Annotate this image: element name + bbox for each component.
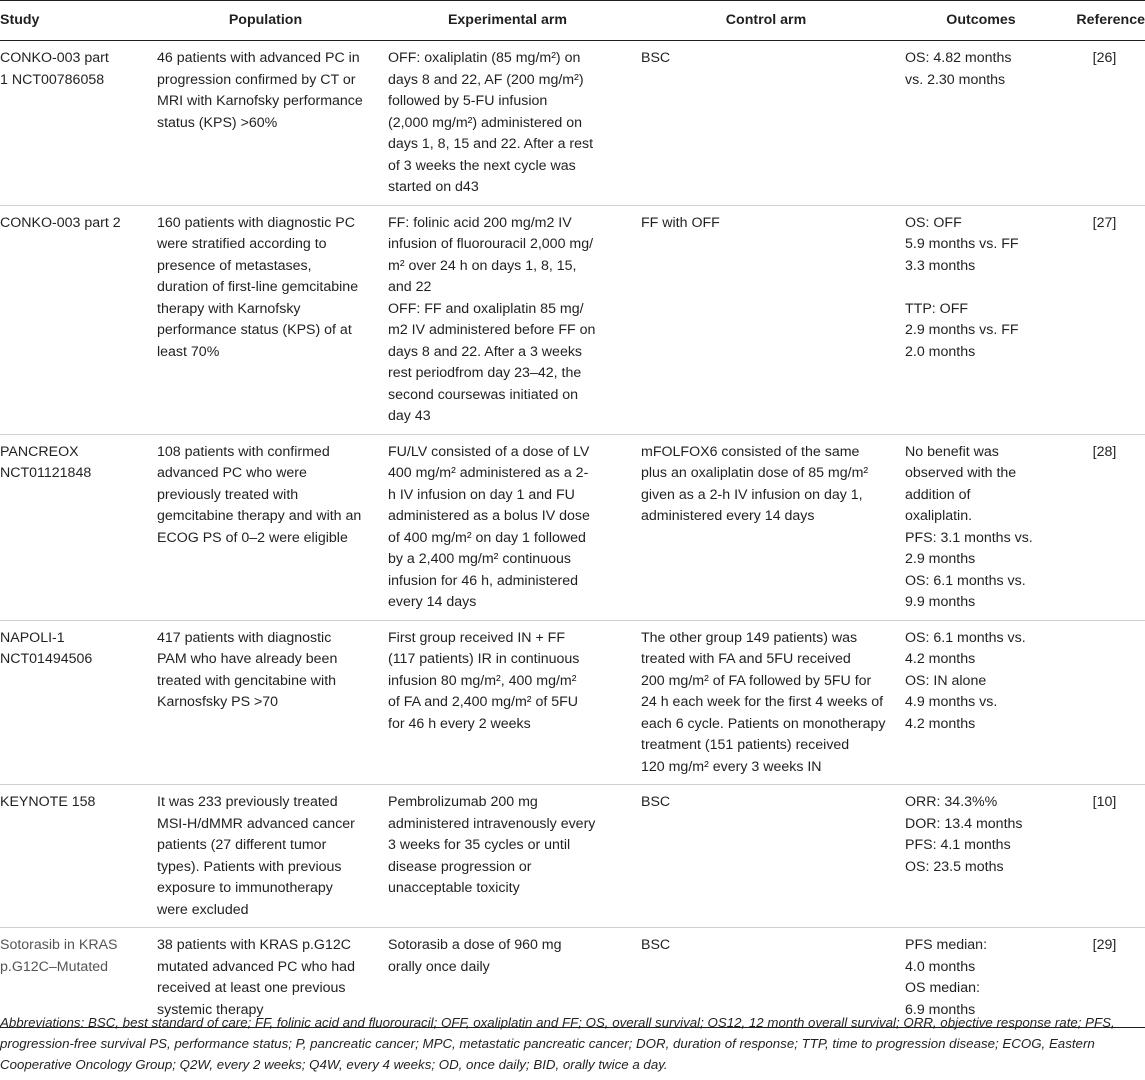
cell-line: 4.9 months vs. [905,694,998,710]
cell-line: m2 IV administered before FF on [388,322,596,338]
cell-population [150,434,381,620]
cell-line: OS: OFF [905,214,962,231]
cell-line: OS: 4.82 months [905,50,1012,66]
cell-line: infusion for 46 h, administered [388,572,579,589]
cell-study [0,785,150,928]
cell-study [0,620,150,785]
cell-line: OS: IN alone [905,672,987,689]
cell-line: and 22 [388,279,432,295]
cell-line: 3 weeks for 35 cycles or until [388,837,571,853]
cell-line: (117 patients) IR in continuous [388,651,580,667]
cell-line: administered intravenously every [388,815,596,832]
cell-outcomes [898,620,1064,785]
cell-line: rest periodfrom day 23–42, the [388,365,582,381]
cell-line: m² over 24 h on days 1, 8, 15, [388,257,577,274]
cell-line: Pembrolizumab 200 mg [388,794,538,810]
cell-line: treatment (151 patients) received [641,737,850,753]
cell-population [150,785,381,928]
cell-experimental-arm [381,620,634,785]
cell-study [0,41,150,206]
table-row [0,434,1145,620]
cell-line: of 400 mg/m² on day 1 followed [388,529,586,546]
cell-line: FF: folinic acid 200 mg/m2 IV [388,214,572,231]
cell-study [0,434,150,620]
cell-outcomes [898,434,1064,620]
cell-line: FF with OFF [641,214,720,231]
cell-line: (2,000 mg/m²) administered on [388,114,582,131]
cell-line: previously treated with [157,486,299,503]
cell-line: each 6 cycle. Patients on monotherapy [641,715,886,732]
cell-study [0,205,150,434]
cell-line: PAM who have already been [157,651,338,667]
cell-control-arm [634,41,898,206]
header-reference: Reference [1064,1,1145,41]
cell-line: unacceptable toxicity [388,880,520,896]
cell-population [150,205,381,434]
cell-line: 200 mg/m² of FA followed by 5FU for [641,672,872,689]
cell-line: 6.9 months [905,1001,976,1018]
cell-line: patients (27 different tumor [157,837,327,853]
cell-line: least 70% [157,343,220,360]
cell-reference: [27] [1064,205,1145,434]
cell-line: First group received IN + FF [388,629,566,646]
cell-line: day 43 [388,408,431,424]
cell-line: NAPOLI-1 [0,629,65,646]
cell-line: exposure to immunotherapy [157,880,333,896]
cell-line: by a 2,400 mg/m² continuous [388,551,571,567]
cell-population [150,620,381,785]
cell-line: FU/LV consisted of a dose of LV [388,443,590,460]
cell-line: days 1, 8, 15 and 22. After a rest [388,136,594,152]
cell-line: 417 patients with diagnostic [157,629,332,646]
cell-line: days 8 and 22, AF (200 mg/m²) [388,71,584,88]
cell-line: infusion 80 mg/m², 400 mg/m² [388,672,577,689]
cell-line: PANCREOX [0,443,79,460]
cell-experimental-arm [381,41,634,206]
cell-line: progression confirmed by CT or [157,71,356,88]
cell-line: The other group 149 patients) was [641,629,858,646]
cell-line: administered every 14 days [641,508,815,524]
cell-line: Sotorasib a dose of 960 mg [388,937,562,953]
cell-line: No benefit was [905,443,999,460]
cell-line: systemic therapy [157,1001,264,1018]
cell-line: 24 h each week for the first 4 weeks of [641,694,884,710]
cell-line: OS: 6.1 months vs. [905,629,1026,646]
table-row [0,41,1145,206]
cell-line: PFS: 4.1 months [905,837,1011,853]
header-outcomes: Outcomes [898,1,1064,41]
cell-line: treated with gencitabine with [157,672,337,689]
cell-control-arm [634,620,898,785]
cell-reference [1064,620,1145,785]
cell-line: 4.2 months [905,715,976,732]
cell-line: BSC [641,50,671,66]
cell-line: 46 patients with advanced PC in [157,50,360,66]
cell-line: duration of first-line gemcitabine [157,279,359,295]
cell-line: PFS: 3.1 months vs. [905,529,1033,546]
cell-line: 4.2 months [905,651,976,667]
cell-line: h IV infusion on day 1 and FU [388,486,575,503]
cell-line: It was 233 previously treated [157,794,338,810]
cell-line: CONKO-003 part 2 [0,214,121,231]
cell-line: presence of metastases, [157,257,312,274]
cell-line: 2.9 months vs. FF [905,322,1019,338]
cell-line: of 3 weeks the next cycle was [388,157,576,174]
cell-line: 3.3 months [905,257,976,274]
cell-line: KEYNOTE 158 [0,794,96,810]
cell-line: advanced PC who were [157,465,307,481]
cell-line: oxaliplatin. [905,508,973,524]
cell-line: OS median: [905,980,980,996]
cell-line: disease progression or [388,858,532,875]
cell-line: MSI-H/dMMR advanced cancer [157,815,355,832]
cell-outcomes [898,205,1064,434]
cell-line: 160 patients with diagnostic PC [157,214,355,231]
cell-line: Sotorasib in KRAS [0,937,118,953]
cell-line: followed by 5-FU infusion [388,93,548,109]
cell-line: second coursewas initiated on [388,386,579,403]
cell-line: plus an oxaliplatin dose of 85 mg/m² [641,465,869,481]
cell-line: NCT01494506 [0,651,93,667]
cell-line: DOR: 13.4 months [905,815,1023,832]
cell-line: of FA and 2,400 mg/m² of 5FU [388,694,579,710]
cell-line: OS: 23.5 moths [905,858,1004,875]
cell-line: 5.9 months vs. FF [905,236,1019,252]
header-control-arm: Control arm [634,1,898,41]
cell-line: 108 patients with confirmed [157,443,330,460]
cell-line: observed with the [905,465,1017,481]
cell-line: types). Patients with previous [157,858,342,875]
cell-line: treated with FA and 5FU received [641,651,851,667]
cell-line: 1 NCT00786058 [0,71,105,88]
cell-control-arm [634,434,898,620]
cell-line: OFF: FF and oxaliplatin 85 mg/ [388,300,584,317]
cell-line: 120 mg/m² every 3 weeks IN [641,758,822,775]
cell-line: CONKO-003 part [0,50,109,66]
cell-line: orally once daily [388,958,490,975]
cell-line: for 46 h every 2 weeks [388,715,531,732]
cell-reference: [29] [1064,928,1145,1028]
cell-population [150,41,381,206]
cell-line: therapy with Karnofsky [157,300,301,317]
cell-line: were stratified according to [157,236,327,252]
cell-line: p.G12C–Mutated [0,958,109,975]
cell-line: started on d43 [388,179,479,195]
cell-line: NCT01121848 [0,465,92,481]
cell-line: BSC [641,794,671,810]
cell-line: days 8 and 22. After a 3 weeks [388,343,583,360]
cell-reference: [26] [1064,41,1145,206]
cell-line: 2.9 months [905,551,976,567]
cell-line: given as a 2-h IV infusion on day 1, [641,486,863,503]
table-row [0,620,1145,785]
cell-line: status (KPS) >60% [157,114,278,131]
table-row [0,785,1145,928]
cell-control-arm [634,205,898,434]
cell-line: 4.0 months [905,958,976,975]
cell-line: PFS median: [905,937,988,953]
cell-line: BSC [641,937,671,953]
cell-outcomes [898,785,1064,928]
cell-reference: [28] [1064,434,1145,620]
header-population: Population [150,1,381,41]
cell-outcomes [898,41,1064,206]
cell-line: OFF: oxaliplatin (85 mg/m²) on [388,50,581,66]
cell-experimental-arm [381,434,634,620]
cell-control-arm [634,785,898,928]
cell-line: every 14 days [388,594,477,610]
cell-line: vs. 2.30 months [905,71,1006,88]
cell-experimental-arm [381,785,634,928]
cell-line: Karnosfsky PS >70 [157,694,279,710]
cell-line: administered as a bolus IV dose [388,508,590,524]
cell-experimental-arm [381,205,634,434]
table-row [0,205,1145,434]
cell-line: received at least one previous [157,980,346,996]
cell-line: TTP: OFF [905,300,969,317]
cell-line [905,277,1057,299]
cell-line: performance status (KPS) of at [157,322,352,338]
cell-line: infusion of fluorouracil 2,000 mg/ [388,236,594,252]
cell-line: mFOLFOX6 consisted of the same [641,443,860,460]
cell-line: mutated advanced PC who had [157,958,355,975]
cell-line: 9.9 months [905,594,976,610]
cell-line: gemcitabine therapy and with an [157,508,362,524]
header-study: Study [0,1,150,41]
cell-line: ECOG PS of 0–2 were eligible [157,529,348,546]
cell-line: were excluded [157,901,249,918]
cell-line: OS: 6.1 months vs. [905,572,1026,589]
cell-line: 2.0 months [905,343,976,360]
cell-reference: [10] [1064,785,1145,928]
cell-line: MRI with Karnofsky performance [157,93,363,109]
cell-line: 400 mg/m² administered as a 2- [388,465,589,481]
header-row [0,1,1145,41]
header-experimental-arm: Experimental arm [381,1,634,41]
cell-line: ORR: 34.3%% [905,794,998,810]
abbreviations-footnote: Abbreviations: BSC, best standard of care; FF, folinic acid and fluorouracil; OFF, oxaliplatin and FF; OS, overall survival; OS12, 12 month overall survival; ORR, objective response rate; PFS, progression-free survival PS, performance status; P, pancreatic cancer; MPC, metastatic pancreatic cancer; DOR, duration of response; TTP, time to progression disease; ECOG, Eastern Cooperative Oncology Group; Q2W, every 2 weeks; Q4W, every 4 weeks; OD, once daily; BID, orally twice a day. [0,1015,1115,1072]
cell-line: addition of [905,486,971,503]
cell-line: 38 patients with KRAS p.G12C [157,937,351,953]
